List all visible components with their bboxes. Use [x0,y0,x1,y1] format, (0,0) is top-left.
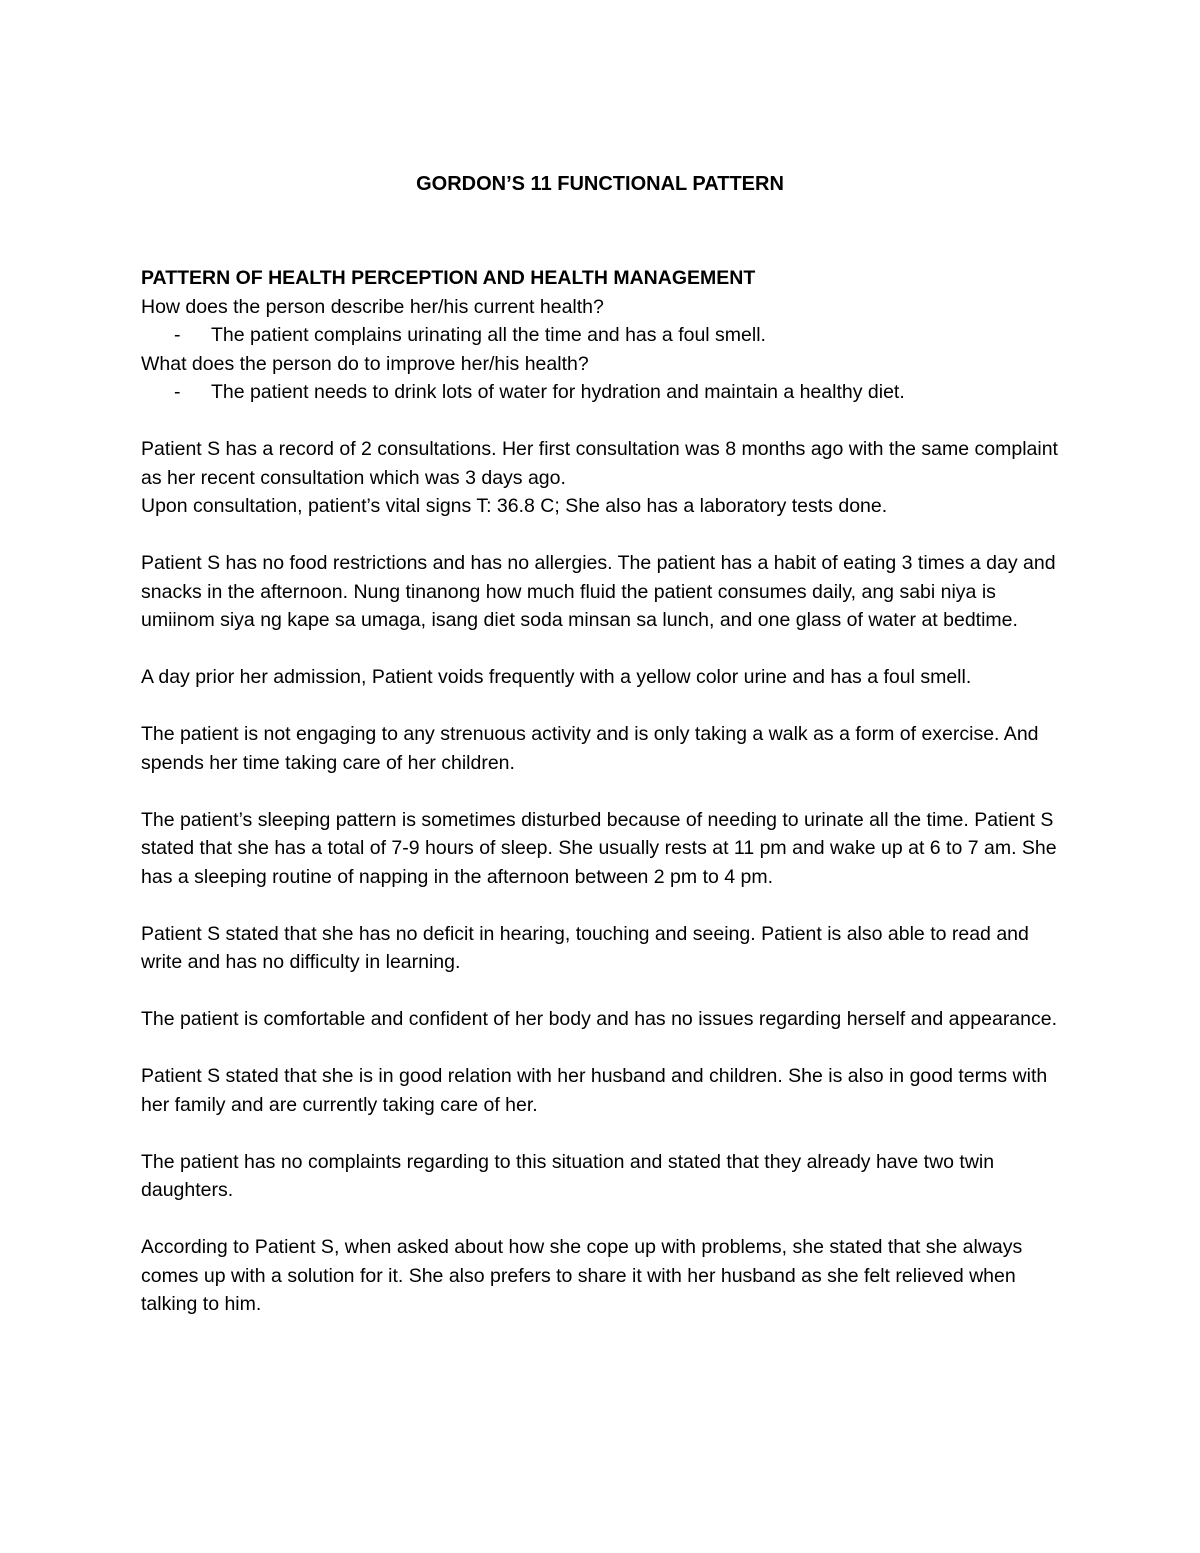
paragraph-consultations: Patient S has a record of 2 consultations. Her first consultation was 8 months ago with the same complaint as her recent consultation which was 3 days ago. [141,438,1058,489]
paragraph-cognitive: Patient S stated that she has no deficit in hearing, touching and seeing. Patient is also able to read and write and has no difficulty in learning. [141,922,1029,973]
answer-improve-health [141,378,1071,407]
document-title: GORDON’S 11 FUNCTIONAL PATTERN [416,173,784,195]
paragraph-sleep: The patient’s sleeping pattern is sometimes disturbed because of needing to urinate all the time. Patient S stated that she has a total of 7-9 hours of sleep. She usually rests at 11 pm and wake up at 6 to 7 am. She has a sleeping routine of napping in the afternoon between 2 pm to 4 pm. [141,808,1057,888]
question-current-health: How does the person describe her/his current health? [141,295,604,318]
paragraph-coping: According to Patient S, when asked about how she cope up with problems, she stated that she always comes up with a solution for it. She also prefers to share it with her husband as she felt relieved when talking to him. [141,1236,1023,1315]
paragraph-self-perception: The patient is comfortable and confident of her body and has no issues regarding herself and appearance. [141,1008,1058,1030]
paragraph-elimination: A day prior her admission, Patient voids frequently with a yellow color urine and has a foul smell. [141,666,972,688]
question-improve-health: What does the person do to improve her/his health? [141,352,589,375]
answer-improve-health-text: The patient needs to drink lots of water for hydration and maintain a healthy diet. [211,381,905,403]
document-body [141,264,1071,1319]
bullet-dash: - [174,324,181,346]
paragraph-consultation-followup: Upon consultation, patient’s vital signs T: 36.8 C; She also has a laboratory tests done. [141,495,888,517]
paragraph-activity: The patient is not engaging to any strenuous activity and is only taking a walk as a form of exercise. And spends her time taking care of her children. [141,723,1039,774]
bullet-dash: - [174,381,181,403]
paragraph-sexuality: The patient has no complaints regarding to this situation and stated that they already have two twin daughters. [141,1150,995,1201]
section-heading: PATTERN OF HEALTH PERCEPTION AND HEALTH MANAGEMENT [141,267,756,289]
answer-current-health-text: The patient complains urinating all the time and has a foul smell. [211,324,766,346]
paragraph-nutrition: Patient S has no food restrictions and has no allergies. The patient has a habit of eating 3 times a day and snacks in the afternoon. Nung tinanong how much fluid the patient consumes daily, ang sabi niya is umiinom siya ng kape sa umaga, isang diet soda minsan sa lunch, and one glass of water at bedtime. [141,552,1056,631]
paragraph-relationship: Patient S stated that she is in good relation with her husband and children. She is also in good terms with her family and are currently taking care of her. [141,1065,1048,1116]
answer-current-health [141,321,1071,350]
